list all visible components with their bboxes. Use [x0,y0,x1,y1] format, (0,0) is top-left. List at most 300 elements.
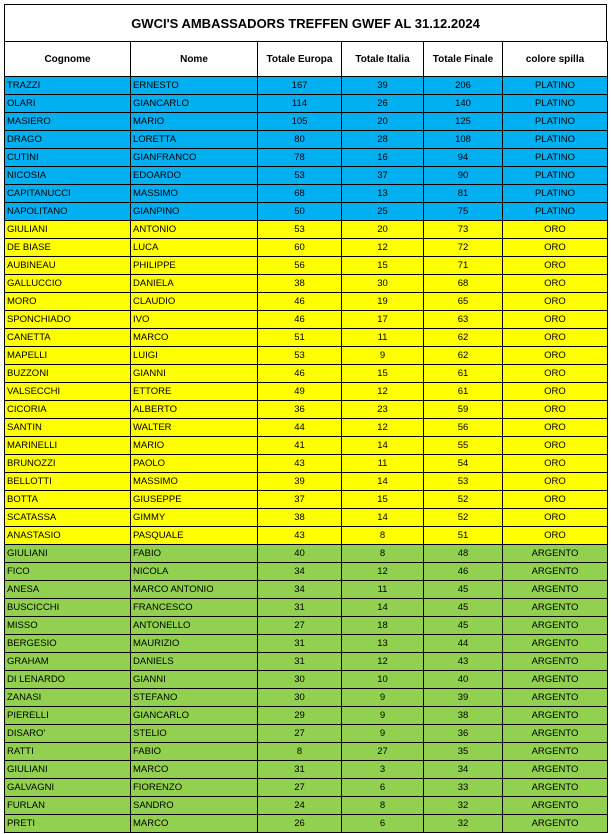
cell-cognome[interactable]: SCATASSA [5,509,131,527]
cell-totale-italia[interactable]: 15 [342,491,424,509]
cell-nome[interactable]: GIANNI [131,365,258,383]
cell-colore-spilla[interactable]: ORO [503,221,608,239]
table-row [5,275,608,293]
cell-nome[interactable]: LUCA [131,239,258,257]
cell-cognome[interactable]: NAPOLITANO [5,203,131,221]
table-row [5,491,608,509]
cell-totale-finale[interactable]: 53 [424,473,503,491]
cell-totale-europa[interactable]: 27 [258,779,342,797]
cell-totale-finale[interactable]: 65 [424,293,503,311]
cell-nome[interactable]: MASSIMO [131,473,258,491]
cell-nome[interactable]: ETTORE [131,383,258,401]
cell-totale-italia[interactable]: 20 [342,113,424,131]
cell-colore-spilla[interactable]: PLATINO [503,113,608,131]
cell-colore-spilla[interactable]: PLATINO [503,167,608,185]
table-row [5,365,608,383]
cell-totale-italia[interactable]: 8 [342,797,424,815]
cell-nome[interactable]: MARCO [131,329,258,347]
cell-totale-italia[interactable]: 15 [342,365,424,383]
table-row [5,347,608,365]
cell-nome[interactable]: FABIO [131,743,258,761]
cell-colore-spilla[interactable]: ARGENTO [503,617,608,635]
cell-totale-italia[interactable]: 20 [342,221,424,239]
table-row [5,167,608,185]
cell-cognome[interactable]: GIULIANI [5,545,131,563]
cell-cognome[interactable]: MISSO [5,617,131,635]
cell-totale-italia[interactable]: 6 [342,779,424,797]
cell-totale-finale[interactable]: 52 [424,491,503,509]
table-row [5,185,608,203]
cell-totale-europa[interactable]: 60 [258,239,342,257]
cell-nome[interactable]: ANTONIO [131,221,258,239]
cell-totale-europa[interactable]: 39 [258,473,342,491]
header-totale-finale[interactable]: Totale Finale [424,42,503,77]
cell-nome[interactable]: NICOLA [131,563,258,581]
cell-totale-italia[interactable]: 12 [342,239,424,257]
cell-colore-spilla[interactable]: ORO [503,437,608,455]
cell-totale-europa[interactable]: 29 [258,707,342,725]
cell-totale-europa[interactable]: 27 [258,617,342,635]
cell-colore-spilla[interactable]: ARGENTO [503,635,608,653]
cell-nome[interactable]: MARIO [131,437,258,455]
cell-nome[interactable]: IVO [131,311,258,329]
cell-nome[interactable]: GIUSEPPE [131,491,258,509]
cell-nome[interactable]: GIANNI [131,671,258,689]
cell-cognome[interactable]: BRUNOZZI [5,455,131,473]
cell-colore-spilla[interactable]: ARGENTO [503,653,608,671]
cell-totale-finale[interactable]: 55 [424,437,503,455]
cell-totale-italia[interactable]: 14 [342,437,424,455]
cell-totale-italia[interactable]: 14 [342,473,424,491]
cell-totale-italia[interactable]: 3 [342,761,424,779]
cell-totale-europa[interactable]: 44 [258,419,342,437]
cell-colore-spilla[interactable]: ARGENTO [503,725,608,743]
cell-cognome[interactable]: CICORIA [5,401,131,419]
cell-cognome[interactable]: BELLOTTI [5,473,131,491]
table-row [5,707,608,725]
table-row [5,401,608,419]
cell-colore-spilla[interactable]: ORO [503,311,608,329]
table-row [5,329,608,347]
cell-nome[interactable]: MAURIZIO [131,635,258,653]
table-row [5,635,608,653]
cell-nome[interactable]: WALTER [131,419,258,437]
cell-totale-finale[interactable]: 45 [424,599,503,617]
cell-colore-spilla[interactable]: ORO [503,473,608,491]
cell-totale-finale[interactable]: 59 [424,401,503,419]
cell-totale-europa[interactable]: 56 [258,257,342,275]
cell-nome[interactable]: ANTONELLO [131,617,258,635]
cell-totale-europa[interactable]: 30 [258,671,342,689]
cell-cognome[interactable]: BUSCICCHI [5,599,131,617]
cell-totale-italia[interactable]: 12 [342,563,424,581]
cell-totale-finale[interactable]: 61 [424,365,503,383]
table-row [5,779,608,797]
cell-totale-europa[interactable]: 38 [258,275,342,293]
cell-totale-italia[interactable]: 16 [342,149,424,167]
table-row [5,311,608,329]
cell-cognome[interactable]: GIULIANI [5,761,131,779]
cell-cognome[interactable]: BERGESIO [5,635,131,653]
cell-totale-italia[interactable]: 18 [342,617,424,635]
cell-colore-spilla[interactable]: ARGENTO [503,671,608,689]
table-row [5,437,608,455]
cell-totale-italia[interactable]: 13 [342,185,424,203]
cell-cognome[interactable]: SANTIN [5,419,131,437]
cell-totale-italia[interactable]: 39 [342,77,424,95]
cell-cognome[interactable]: VALSECCHI [5,383,131,401]
cell-totale-finale[interactable]: 36 [424,725,503,743]
cell-totale-finale[interactable]: 54 [424,455,503,473]
cell-totale-europa[interactable]: 41 [258,437,342,455]
cell-totale-europa[interactable]: 167 [258,77,342,95]
table-row [5,761,608,779]
cell-totale-finale[interactable]: 90 [424,167,503,185]
cell-totale-europa[interactable]: 105 [258,113,342,131]
cell-nome[interactable]: PAOLO [131,455,258,473]
cell-nome[interactable]: STEFANO [131,689,258,707]
cell-cognome[interactable]: MORO [5,293,131,311]
cell-totale-europa[interactable]: 51 [258,329,342,347]
cell-totale-europa[interactable]: 53 [258,221,342,239]
cell-cognome[interactable]: ZANASI [5,689,131,707]
table-row [5,545,608,563]
header-row [5,42,608,77]
cell-totale-finale[interactable]: 32 [424,815,503,833]
cell-cognome[interactable]: MASIERO [5,113,131,131]
cell-colore-spilla[interactable]: ARGENTO [503,797,608,815]
cell-colore-spilla[interactable]: ORO [503,419,608,437]
cell-cognome[interactable]: GIULIANI [5,221,131,239]
cell-colore-spilla[interactable]: ORO [503,239,608,257]
cell-nome[interactable]: GIANPINO [131,203,258,221]
cell-totale-italia[interactable]: 30 [342,275,424,293]
cell-totale-europa[interactable]: 114 [258,95,342,113]
cell-cognome[interactable]: DRAGO [5,131,131,149]
table-row [5,581,608,599]
cell-totale-europa[interactable]: 31 [258,635,342,653]
cell-totale-italia[interactable]: 12 [342,653,424,671]
cell-totale-italia[interactable]: 8 [342,527,424,545]
cell-cognome[interactable]: DE BIASE [5,239,131,257]
table-row [5,797,608,815]
cell-colore-spilla[interactable]: PLATINO [503,95,608,113]
cell-nome[interactable]: MARIO [131,113,258,131]
table-row [5,383,608,401]
cell-totale-finale[interactable]: 81 [424,185,503,203]
cell-cognome[interactable]: AUBINEAU [5,257,131,275]
cell-colore-spilla[interactable]: ORO [503,383,608,401]
table-row [5,509,608,527]
cell-cognome[interactable]: ANESA [5,581,131,599]
cell-totale-europa[interactable]: 31 [258,653,342,671]
table-row [5,95,608,113]
cell-nome[interactable]: DANIELS [131,653,258,671]
cell-colore-spilla[interactable]: ORO [503,365,608,383]
cell-nome[interactable]: FABIO [131,545,258,563]
cell-cognome[interactable]: MAPELLI [5,347,131,365]
cell-colore-spilla[interactable]: ARGENTO [503,707,608,725]
cell-totale-finale[interactable]: 52 [424,509,503,527]
cell-cognome[interactable]: GRAHAM [5,653,131,671]
cell-colore-spilla[interactable]: ARGENTO [503,581,608,599]
cell-totale-italia[interactable]: 14 [342,509,424,527]
table-row [5,689,608,707]
cell-totale-finale[interactable]: 34 [424,761,503,779]
table-row [5,257,608,275]
cell-totale-finale[interactable]: 51 [424,527,503,545]
table-row [5,815,608,833]
cell-totale-finale[interactable]: 68 [424,275,503,293]
cell-totale-finale[interactable]: 43 [424,653,503,671]
cell-totale-finale[interactable]: 72 [424,239,503,257]
table-row [5,149,608,167]
header-cognome[interactable]: Cognome [5,42,131,77]
cell-totale-europa[interactable]: 34 [258,581,342,599]
cell-totale-europa[interactable]: 43 [258,527,342,545]
cell-nome[interactable]: GIMMY [131,509,258,527]
cell-colore-spilla[interactable]: ARGENTO [503,563,608,581]
cell-nome[interactable]: CLAUDIO [131,293,258,311]
cell-totale-finale[interactable]: 39 [424,689,503,707]
cell-totale-finale[interactable]: 71 [424,257,503,275]
cell-nome[interactable]: MARCO ANTONIO [131,581,258,599]
cell-nome[interactable]: ERNESTO [131,77,258,95]
cell-totale-italia[interactable]: 14 [342,599,424,617]
cell-colore-spilla[interactable]: ORO [503,491,608,509]
cell-cognome[interactable]: DISARO' [5,725,131,743]
cell-cognome[interactable]: CAPITANUCCI [5,185,131,203]
cell-totale-italia[interactable]: 9 [342,707,424,725]
cell-colore-spilla[interactable]: ORO [503,329,608,347]
cell-cognome[interactable]: GALLUCCIO [5,275,131,293]
cell-totale-italia[interactable]: 9 [342,725,424,743]
cell-totale-europa[interactable]: 40 [258,545,342,563]
cell-colore-spilla[interactable]: ORO [503,257,608,275]
cell-totale-italia[interactable]: 17 [342,311,424,329]
cell-totale-italia[interactable]: 11 [342,329,424,347]
cell-nome[interactable]: SANDRO [131,797,258,815]
cell-totale-europa[interactable]: 46 [258,293,342,311]
table-row [5,617,608,635]
cell-totale-italia[interactable]: 6 [342,815,424,833]
cell-colore-spilla[interactable]: PLATINO [503,149,608,167]
table-row [5,725,608,743]
cell-totale-italia[interactable]: 37 [342,167,424,185]
cell-totale-europa[interactable]: 26 [258,815,342,833]
header-totale-italia[interactable]: Totale Italia [342,42,424,77]
table-row [5,203,608,221]
cell-nome[interactable]: LUIGI [131,347,258,365]
cell-colore-spilla[interactable]: ARGENTO [503,599,608,617]
cell-cognome[interactable]: NICOSIA [5,167,131,185]
cell-colore-spilla[interactable]: ARGENTO [503,779,608,797]
cell-totale-italia[interactable]: 23 [342,401,424,419]
cell-colore-spilla[interactable]: ARGENTO [503,689,608,707]
cell-totale-europa[interactable]: 53 [258,167,342,185]
header-colore-spilla[interactable]: colore spilla [503,42,608,77]
cell-totale-finale[interactable]: 44 [424,635,503,653]
cell-totale-europa[interactable]: 24 [258,797,342,815]
cell-cognome[interactable]: CANETTA [5,329,131,347]
cell-totale-finale[interactable]: 75 [424,203,503,221]
table-row [5,653,608,671]
cell-colore-spilla[interactable]: ARGENTO [503,761,608,779]
cell-totale-europa[interactable]: 53 [258,347,342,365]
cell-cognome[interactable]: PRETI [5,815,131,833]
cell-nome[interactable]: FIORENZO [131,779,258,797]
spreadsheet [4,4,607,833]
cell-nome[interactable]: FRANCESCO [131,599,258,617]
cell-colore-spilla[interactable]: ORO [503,455,608,473]
cell-totale-finale[interactable]: 125 [424,113,503,131]
table-row [5,221,608,239]
cell-totale-italia[interactable]: 10 [342,671,424,689]
cell-totale-italia[interactable]: 9 [342,689,424,707]
cell-totale-finale[interactable]: 61 [424,383,503,401]
cell-colore-spilla[interactable]: PLATINO [503,131,608,149]
table-row [5,113,608,131]
cell-totale-europa[interactable]: 37 [258,491,342,509]
cell-nome[interactable]: DANIELA [131,275,258,293]
cell-totale-italia[interactable]: 27 [342,743,424,761]
cell-nome[interactable]: EDOARDO [131,167,258,185]
cell-totale-italia[interactable]: 28 [342,131,424,149]
cell-colore-spilla[interactable]: ORO [503,509,608,527]
cell-totale-europa[interactable]: 46 [258,365,342,383]
cell-nome[interactable]: LORETTA [131,131,258,149]
cell-colore-spilla[interactable]: ARGENTO [503,743,608,761]
cell-cognome[interactable]: PIERELLI [5,707,131,725]
cell-totale-finale[interactable]: 62 [424,329,503,347]
cell-nome[interactable]: STELIO [131,725,258,743]
cell-totale-italia[interactable]: 15 [342,257,424,275]
cell-totale-europa[interactable]: 68 [258,185,342,203]
cell-totale-finale[interactable]: 108 [424,131,503,149]
cell-totale-italia[interactable]: 13 [342,635,424,653]
table-row [5,77,608,95]
cell-totale-finale[interactable]: 62 [424,347,503,365]
cell-nome[interactable]: ALBERTO [131,401,258,419]
cell-totale-finale[interactable]: 40 [424,671,503,689]
cell-colore-spilla[interactable]: PLATINO [503,185,608,203]
cell-totale-europa[interactable]: 31 [258,761,342,779]
cell-totale-italia[interactable]: 26 [342,95,424,113]
cell-totale-italia[interactable]: 19 [342,293,424,311]
cell-totale-europa[interactable]: 78 [258,149,342,167]
table-row [5,419,608,437]
cell-totale-finale[interactable]: 45 [424,581,503,599]
cell-totale-europa[interactable]: 31 [258,599,342,617]
cell-totale-europa[interactable]: 38 [258,509,342,527]
cell-totale-europa[interactable]: 36 [258,401,342,419]
ambassadors-table [4,41,608,833]
cell-nome[interactable]: GIANCARLO [131,707,258,725]
cell-colore-spilla[interactable]: ARGENTO [503,545,608,563]
header-totale-europa[interactable]: Totale Europa [258,42,342,77]
cell-totale-italia[interactable]: 12 [342,383,424,401]
cell-nome[interactable]: PASQUALE [131,527,258,545]
cell-cognome[interactable]: FURLAN [5,797,131,815]
cell-colore-spilla[interactable]: ORO [503,275,608,293]
header-nome[interactable]: Nome [131,42,258,77]
cell-cognome[interactable]: RATTI [5,743,131,761]
cell-cognome[interactable]: BUZZONI [5,365,131,383]
cell-nome[interactable]: PHILIPPE [131,257,258,275]
cell-totale-italia[interactable]: 12 [342,419,424,437]
cell-totale-finale[interactable]: 46 [424,563,503,581]
cell-cognome[interactable]: FICO [5,563,131,581]
cell-colore-spilla[interactable]: ORO [503,347,608,365]
cell-nome[interactable]: MASSIMO [131,185,258,203]
table-row [5,743,608,761]
cell-totale-europa[interactable]: 27 [258,725,342,743]
cell-nome[interactable]: GIANFRANCO [131,149,258,167]
cell-totale-finale[interactable]: 206 [424,77,503,95]
cell-cognome[interactable]: MARINELLI [5,437,131,455]
cell-totale-finale[interactable]: 35 [424,743,503,761]
cell-totale-finale[interactable]: 45 [424,617,503,635]
cell-totale-europa[interactable]: 8 [258,743,342,761]
cell-totale-europa[interactable]: 46 [258,311,342,329]
cell-colore-spilla[interactable]: PLATINO [503,77,608,95]
table-row [5,293,608,311]
cell-totale-finale[interactable]: 33 [424,779,503,797]
cell-colore-spilla[interactable]: ORO [503,401,608,419]
cell-totale-finale[interactable]: 32 [424,797,503,815]
cell-cognome[interactable]: OLARI [5,95,131,113]
cell-nome[interactable]: MARCO [131,815,258,833]
table-row [5,473,608,491]
cell-totale-italia[interactable]: 8 [342,545,424,563]
cell-totale-europa[interactable]: 49 [258,383,342,401]
cell-colore-spilla[interactable]: PLATINO [503,203,608,221]
cell-cognome[interactable]: GALVAGNI [5,779,131,797]
cell-colore-spilla[interactable]: ARGENTO [503,815,608,833]
cell-totale-finale[interactable]: 140 [424,95,503,113]
cell-totale-europa[interactable]: 43 [258,455,342,473]
cell-totale-italia[interactable]: 11 [342,455,424,473]
cell-colore-spilla[interactable]: ORO [503,293,608,311]
cell-totale-finale[interactable]: 48 [424,545,503,563]
table-row [5,239,608,257]
cell-nome[interactable]: MARCO [131,761,258,779]
cell-totale-finale[interactable]: 56 [424,419,503,437]
cell-totale-italia[interactable]: 11 [342,581,424,599]
cell-totale-finale[interactable]: 38 [424,707,503,725]
cell-nome[interactable]: GIANCARLO [131,95,258,113]
cell-cognome[interactable]: CUTINI [5,149,131,167]
cell-totale-italia[interactable]: 9 [342,347,424,365]
table-body [5,77,608,833]
cell-totale-finale[interactable]: 63 [424,311,503,329]
cell-cognome[interactable]: TRAZZI [5,77,131,95]
table-row [5,599,608,617]
cell-totale-europa[interactable]: 30 [258,689,342,707]
cell-cognome[interactable]: ANASTASIO [5,527,131,545]
cell-totale-europa[interactable]: 34 [258,563,342,581]
cell-cognome[interactable]: SPONCHIADO [5,311,131,329]
cell-totale-finale[interactable]: 73 [424,221,503,239]
cell-colore-spilla[interactable]: ORO [503,527,608,545]
cell-cognome[interactable]: BOTTA [5,491,131,509]
table-row [5,131,608,149]
cell-cognome[interactable]: DI LENARDO [5,671,131,689]
cell-totale-europa[interactable]: 80 [258,131,342,149]
cell-totale-europa[interactable]: 50 [258,203,342,221]
cell-totale-finale[interactable]: 94 [424,149,503,167]
cell-totale-italia[interactable]: 25 [342,203,424,221]
